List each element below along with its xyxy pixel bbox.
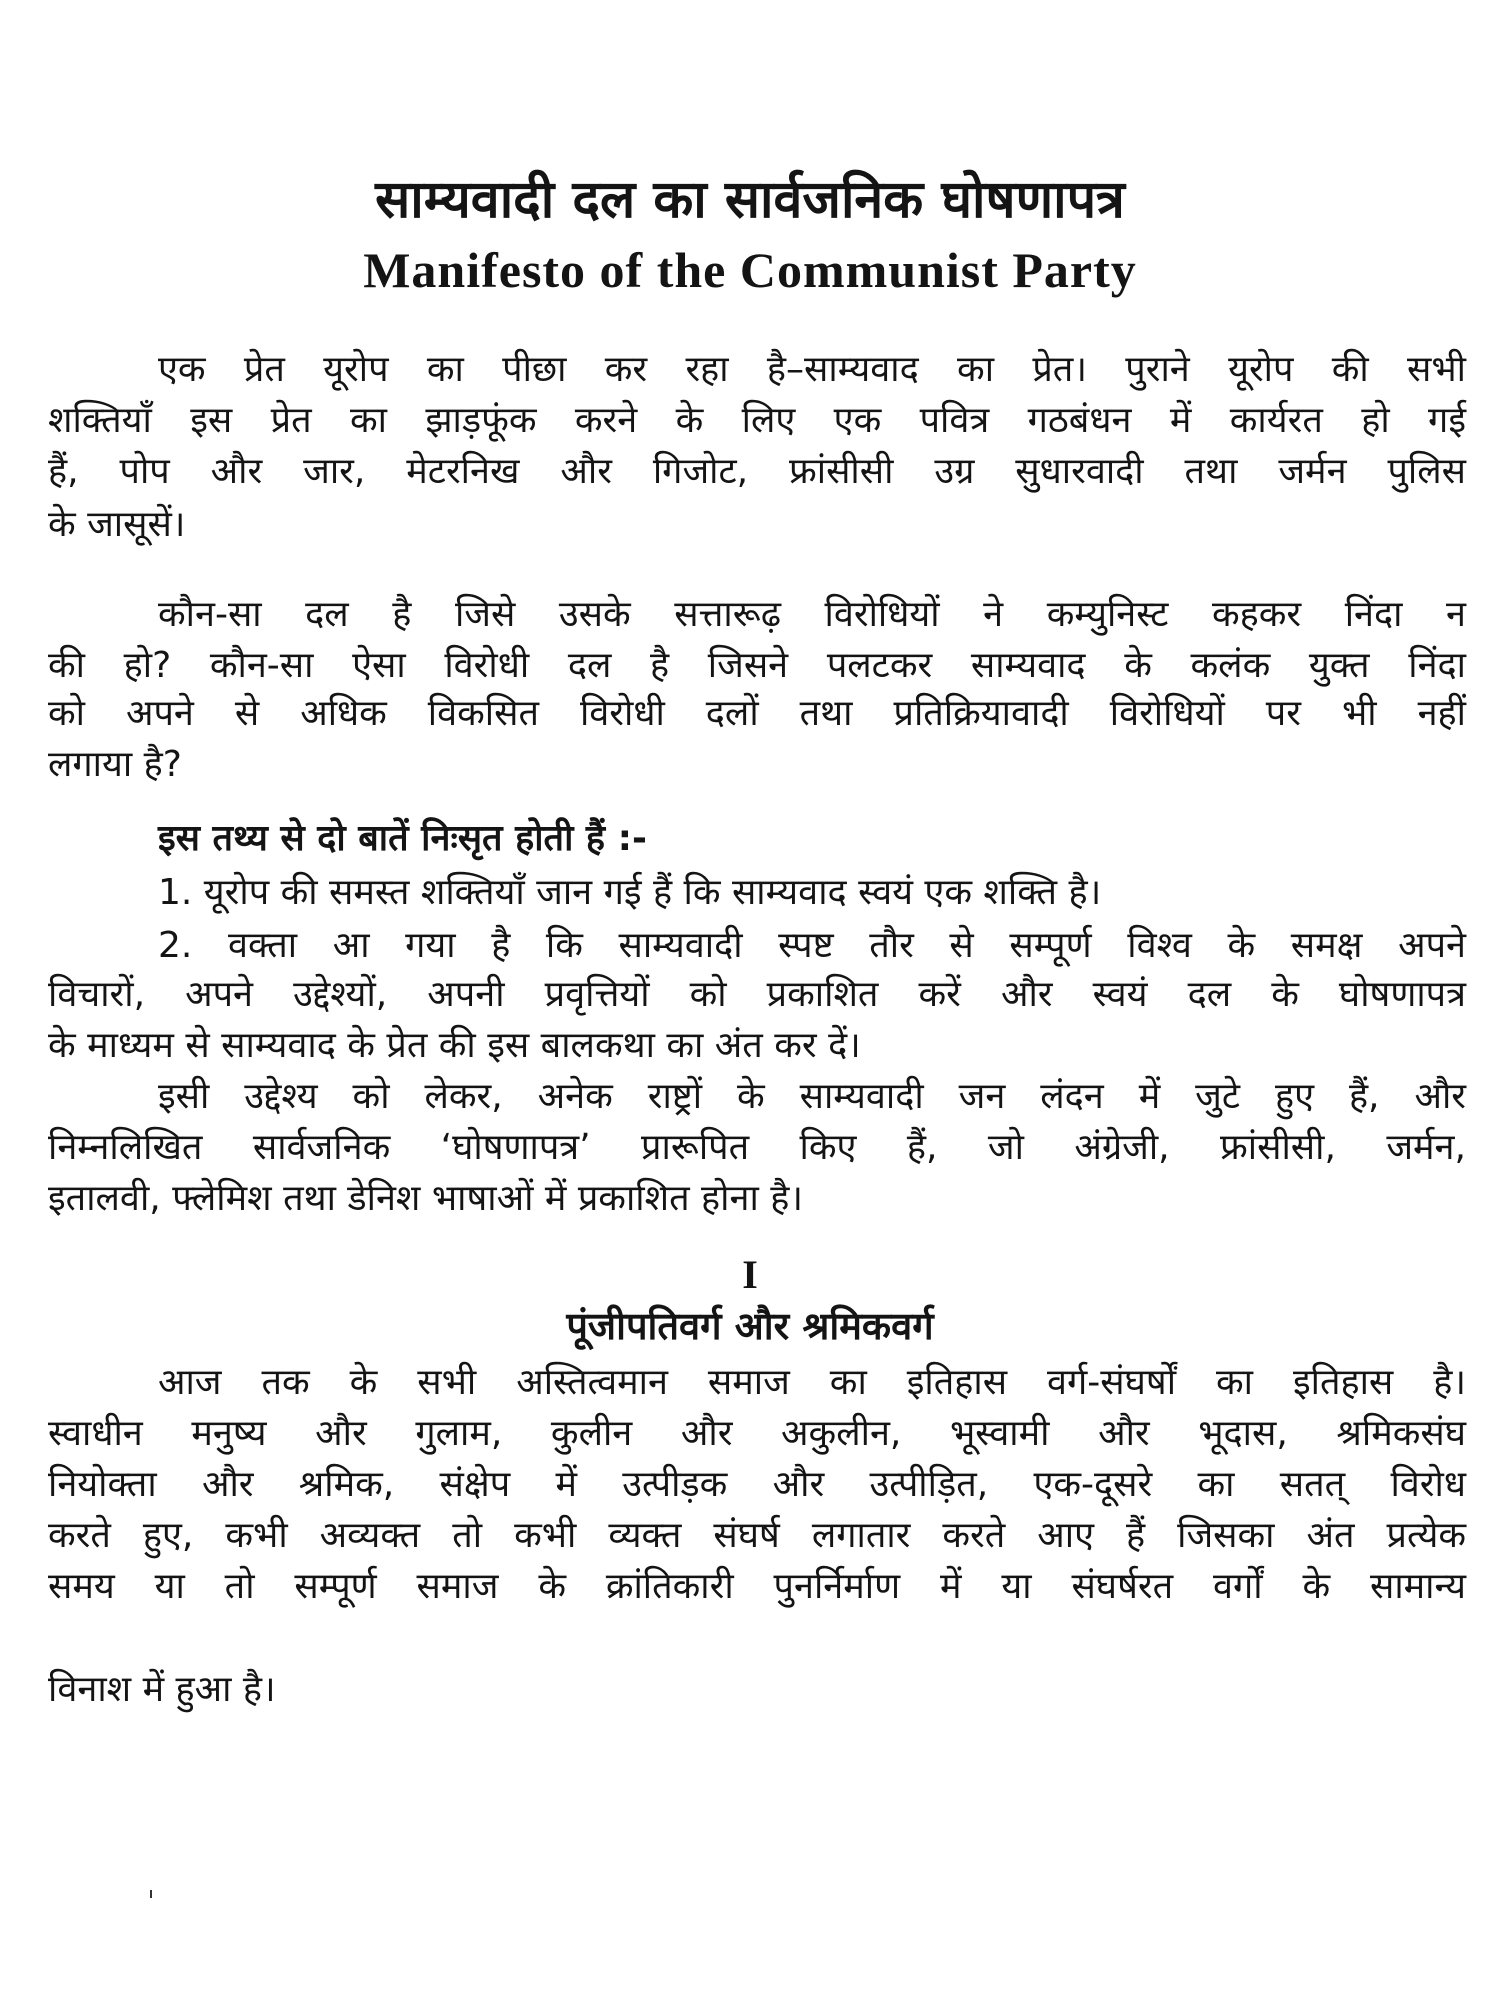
text-line: विचारों, अपने उद्देश्यों, अपनी प्रवृत्तियों को प्रकाशित करें और स्वयं दल के घोषणापत्र (48, 974, 1466, 1015)
text-line: करते हुए, कभी अव्यक्त तो कभी व्यक्त संघर्ष लगातार करते आए हैं जिसका अंत प्रत्येक (48, 1515, 1466, 1556)
text-line: लगाया है? (48, 744, 182, 785)
title-hindi: साम्यवादी दल का सार्वजनिक घोषणापत्र (375, 170, 1125, 230)
scan-speck (150, 1890, 152, 1898)
list-item-1: 1. यूरोप की समस्त शक्तियाँ जान गई हैं कि साम्यवाद स्वयं एक शक्ति है। (158, 872, 1102, 913)
text-line: नियोक्ता और श्रमिक, संक्षेप में उत्पीड़क और उत्पीड़ित, एक-दूसरे का सतत् विरोध (48, 1464, 1466, 1505)
text-line: एक प्रेत यूरोप का पीछा कर रहा है–साम्यवाद का प्रेत। पुराने यूरोप की सभी (158, 349, 1466, 390)
text-line: आज तक के सभी अस्तित्वमान समाज का इतिहास वर्ग-संघर्षों का इतिहास है। (158, 1362, 1466, 1403)
text-line: के जासूसें। (48, 504, 186, 545)
section-number: I (742, 1252, 758, 1297)
text-line: 2. वक्ता आ गया है कि साम्यवादी स्पष्ट तौर से सम्पूर्ण विश्व के समक्ष अपने (158, 925, 1466, 966)
text-line: इसी उद्देश्य को लेकर, अनेक राष्ट्रों के साम्यवादी जन लंदन में जुटे हुए हैं, और (158, 1076, 1466, 1117)
text-line: हैं, पोप और जार, मेटरनिख और गिजोट, फ्रांसीसी उग्र सुधारवादी तथा जर्मन पुलिस (48, 451, 1466, 492)
subheading: इस तथ्य से दो बातें निःसृत होती हैं :- (158, 818, 647, 859)
text-line: कौन-सा दल है जिसे उसके सत्तारूढ़ विरोधियों ने कम्युनिस्ट कहकर निंदा न (158, 594, 1466, 635)
text-line: शक्तियाँ इस प्रेत का झाड़फूंक करने के लिए एक पवित्र गठबंधन में कार्यरत हो गई (48, 400, 1466, 441)
text-line: की हो? कौन-सा ऐसा विरोधी दल है जिसने पलटकर साम्यवाद के कलंक युक्त निंदा (48, 645, 1466, 686)
title-english: Manifesto of the Communist Party (363, 242, 1137, 298)
section-heading: पूंजीपतिवर्ग और श्रमिकवर्ग (566, 1304, 934, 1348)
text-line: इतालवी, फ्लेमिश तथा डेनिश भाषाओं में प्रकाशित होना है। (48, 1178, 803, 1219)
text-line: को अपने से अधिक विकसित विरोधी दलों तथा प्रतिक्रियावादी विरोधियों पर भी नहीं (48, 693, 1466, 734)
text-line: के माध्यम से साम्यवाद के प्रेत की इस बालकथा का अंत कर दें। (48, 1025, 861, 1066)
text-line: समय या तो सम्पूर्ण समाज के क्रांतिकारी पुनर्निर्माण में या संघर्षरत वर्गों के सामान्य (48, 1566, 1466, 1607)
text-line: स्वाधीन मनुष्य और गुलाम, कुलीन और अकुलीन, भूस्वामी और भूदास, श्रमिकसंघ (48, 1413, 1466, 1454)
text-line: निम्नलिखित सार्वजनिक ‘घोषणापत्र’ प्रारूपित किए हैं, जो अंग्रेजी, फ्रांसीसी, जर्मन, (48, 1127, 1466, 1168)
text-line: विनाश में हुआ है। (48, 1669, 276, 1710)
